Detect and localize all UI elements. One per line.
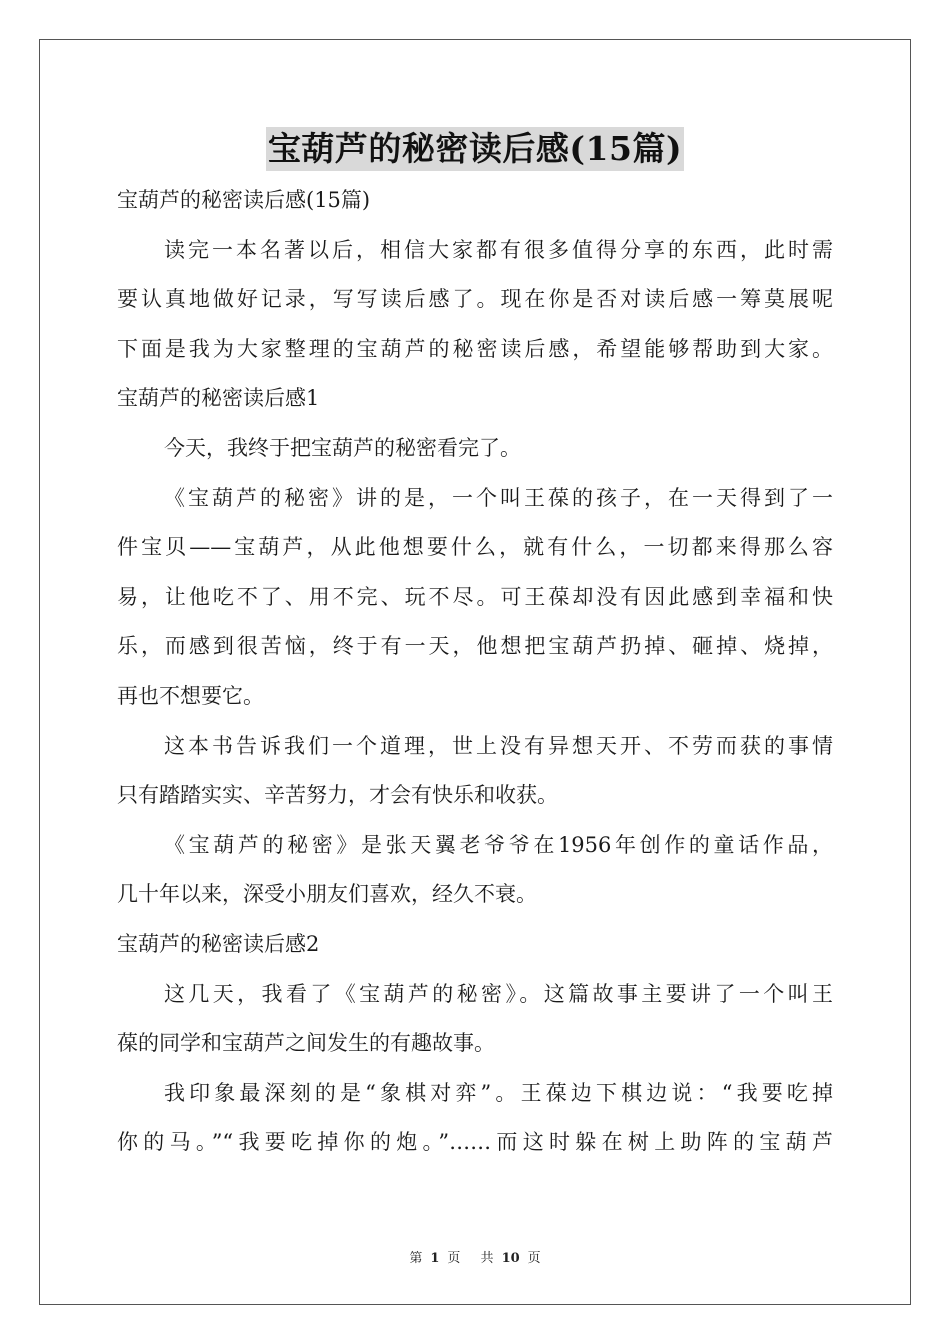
text-line: 要认真地做好记录，写写读后感了。现在你是否对读后感一筹莫展呢 xyxy=(117,287,833,312)
text-line: 今天，我终于把宝葫芦的秘密看完了。 xyxy=(164,435,521,460)
text-line: 你的马。”“我要吃掉你的炮。”……而这时躲在树上助阵的宝葫芦 xyxy=(117,1130,833,1155)
text-line: 件宝贝——宝葫芦，从此他想要什么，就有什么，一切都来得那么容 xyxy=(117,535,833,560)
text-line: 《宝葫芦的秘密》是张天翼老爷爷在1956年创作的童话作品， xyxy=(164,832,833,857)
text-line: 易，让他吃不了、用不完、玩不尽。可王葆却没有因此感到幸福和快 xyxy=(117,584,833,609)
page-total xyxy=(477,1251,545,1266)
text-line: 《宝葫芦的秘密》讲的是，一个叫王葆的孩子，在一天得到了一 xyxy=(164,485,833,510)
text-line: 宝葫芦的秘密读后感(15篇) xyxy=(117,188,371,212)
text-line: 读完一本名著以后，相信大家都有很多值得分享的东西，此时需 xyxy=(164,237,833,262)
text-line: 几十年以来，深受小朋友们喜欢，经久不衰。 xyxy=(117,882,537,907)
page-indicator xyxy=(405,1251,464,1266)
page-footer xyxy=(0,1247,950,1266)
text-line: 葆的同学和宝葫芦之间发生的有趣故事。 xyxy=(117,1031,495,1056)
text-line: 宝葫芦的秘密读后感2 xyxy=(117,931,320,956)
text-line: 下面是我为大家整理的宝葫芦的秘密读后感，希望能够帮助到大家。 xyxy=(117,336,833,361)
document-title: 宝葫芦的秘密读后感(15篇) xyxy=(266,127,684,171)
total-prefix: 共 xyxy=(480,1251,494,1266)
text-line: 宝葫芦的秘密读后感1 xyxy=(117,386,320,411)
page-suffix: 页 xyxy=(447,1251,461,1266)
text-line: 只有踏踏实实、辛苦努力，才会有快乐和收获。 xyxy=(117,783,558,808)
page-prefix: 第 xyxy=(409,1251,423,1266)
total-suffix: 页 xyxy=(527,1251,541,1266)
text-line: 这几天，我看了《宝葫芦的秘密》。这篇故事主要讲了一个叫王 xyxy=(164,981,833,1006)
text-line: 乐，而感到很苦恼，终于有一天，他想把宝葫芦扔掉、砸掉、烧掉， xyxy=(117,634,833,659)
total-number: 10 xyxy=(501,1251,520,1266)
text-line: 再也不想要它。 xyxy=(117,683,264,708)
document-body xyxy=(117,176,833,1168)
page-number: 1 xyxy=(430,1251,440,1266)
text-line: 这本书告诉我们一个道理，世上没有异想天开、不劳而获的事情 xyxy=(164,733,833,758)
text-line: 我印象最深刻的是“象棋对弈”。王葆边下棋边说：“我要吃掉 xyxy=(164,1080,833,1105)
title-container xyxy=(0,127,950,171)
